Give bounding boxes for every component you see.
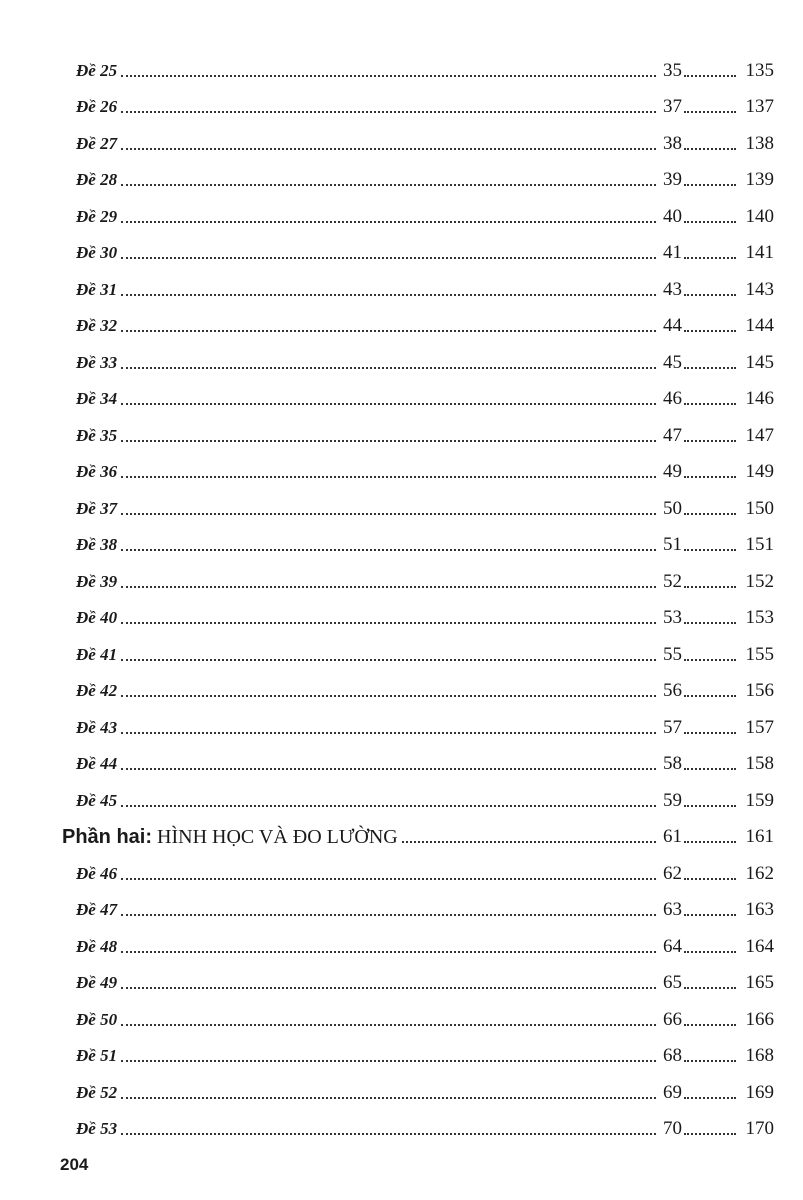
dot-leader [684,987,736,989]
entry-label: Đề 45 [76,790,118,810]
dot-leader [121,732,656,734]
toc-entry[interactable] [62,628,774,665]
answer-page: 149 [745,461,774,482]
exercise-page: 61 [663,826,682,847]
answer-page: 156 [745,680,774,701]
entry-label: Đề 33 [76,352,118,372]
dot-leader [121,148,656,150]
entry-label: Đề 43 [76,717,118,737]
dot-leader [121,403,656,405]
dot-leader [121,257,656,259]
toc-entry[interactable] [62,592,774,629]
exercise-page: 46 [663,388,682,409]
dot-leader [121,440,656,442]
dot-leader [684,1097,736,1099]
toc-entry[interactable] [62,957,774,994]
toc-entry[interactable] [62,336,774,373]
toc-entry[interactable] [62,884,774,921]
answer-page: 138 [745,132,774,154]
dot-leader [121,1133,656,1135]
dot-leader [121,659,656,661]
dot-leader [684,1060,736,1062]
part-title: HÌNH HỌC VÀ ĐO LƯỜNG [152,826,398,848]
entry-label: Đề 52 [76,1082,118,1102]
exercise-page: 57 [663,716,682,738]
entry-label: Đề 37 [76,498,118,518]
answer-page: 141 [745,242,774,263]
exercise-page: 56 [663,680,682,701]
dot-leader [684,914,736,916]
entry-label: Đề 48 [76,936,118,956]
answer-page: 155 [745,643,774,665]
entry-label: Đề 50 [76,1009,118,1029]
dot-leader [684,148,736,150]
answer-page: 135 [745,59,774,81]
dot-leader [684,513,736,515]
toc-entry[interactable] [62,154,774,191]
answer-page: 143 [745,278,774,300]
entry-label [62,827,398,847]
exercise-page: 66 [663,1008,682,1030]
exercise-page: 39 [663,169,682,190]
dot-leader [684,659,736,661]
toc-entry[interactable] [62,847,774,884]
entry-label: Đề 28 [76,170,118,189]
entry-label: Đề 36 [76,462,118,481]
entry-label: Đề 27 [76,133,118,153]
toc-entry[interactable] [62,665,774,702]
answer-page: 161 [745,826,774,847]
entry-label: Đề 32 [76,316,118,335]
answer-page: 151 [745,534,774,555]
toc-entry[interactable] [62,190,774,227]
answer-page: 165 [745,972,774,993]
entry-label: Đề 53 [76,1119,118,1138]
dot-leader [121,695,656,697]
toc-entry[interactable] [62,555,774,592]
dot-leader [684,622,736,624]
answer-page: 140 [745,205,774,227]
dot-leader [121,951,656,953]
toc-entry[interactable] [62,1066,774,1103]
toc-entry[interactable] [62,1103,774,1140]
dot-leader [121,987,656,989]
exercise-page: 59 [663,789,682,811]
dot-leader [684,805,736,807]
dot-leader [121,184,656,186]
exercise-page: 55 [663,643,682,665]
dot-leader [684,257,736,259]
part-prefix: Phần hai: [62,826,153,848]
dot-leader [121,367,656,369]
entry-label: Đề 38 [76,535,118,554]
dot-leader [684,878,736,880]
answer-page: 166 [745,1008,774,1030]
exercise-page: 35 [663,59,682,81]
dot-leader [684,75,736,77]
exercise-page: 43 [663,278,682,300]
dot-leader [684,951,736,953]
part-heading-row[interactable] [62,811,774,848]
toc-entry[interactable] [62,1030,774,1067]
dot-leader [684,111,736,113]
exercise-page: 52 [663,570,682,592]
toc-entry[interactable] [62,373,774,410]
toc-entry[interactable] [62,993,774,1030]
answer-page: 137 [745,96,774,117]
entry-label: Đề 31 [76,279,118,299]
answer-page: 163 [745,899,774,920]
entry-label: Đề 29 [76,206,118,226]
entry-label: Đề 51 [76,1046,118,1065]
exercise-page: 69 [663,1081,682,1103]
exercise-page: 63 [663,899,682,920]
dot-leader [684,768,736,770]
dot-leader [684,586,736,588]
dot-leader [121,75,656,77]
exercise-page: 51 [663,534,682,555]
dot-leader [684,184,736,186]
exercise-page: 47 [663,424,682,446]
answer-page: 159 [745,789,774,811]
toc-entry[interactable] [62,409,774,446]
dot-leader [684,367,736,369]
entry-label: Đề 40 [76,608,118,627]
entry-label: Đề 46 [76,863,118,883]
answer-page: 169 [745,1081,774,1103]
answer-page: 147 [745,424,774,446]
toc-entry[interactable] [62,227,774,264]
dot-leader [121,111,656,113]
answer-page: 152 [745,570,774,592]
answer-page: 164 [745,935,774,957]
answer-page: 162 [745,862,774,884]
exercise-page: 44 [663,315,682,336]
toc-entry[interactable] [62,920,774,957]
toc-entry[interactable] [62,117,774,154]
dot-leader [684,476,736,478]
exercise-page: 45 [663,351,682,373]
dot-leader [121,768,656,770]
dot-leader [121,1024,656,1026]
answer-page: 146 [745,388,774,409]
dot-leader [121,805,656,807]
toc-entry[interactable] [62,701,774,738]
exercise-page: 49 [663,461,682,482]
dot-leader [402,841,656,843]
dot-leader [121,622,656,624]
dot-leader [684,1133,736,1135]
dot-leader [121,513,656,515]
exercise-page: 70 [663,1118,682,1139]
toc-entry[interactable] [62,263,774,300]
entry-label: Đề 42 [76,681,118,700]
answer-page: 145 [745,351,774,373]
dot-leader [121,476,656,478]
exercise-page: 62 [663,862,682,884]
answer-page: 170 [745,1118,774,1139]
entry-label: Đề 39 [76,571,118,591]
exercise-page: 38 [663,132,682,154]
dot-leader [684,841,736,843]
table-of-contents [62,44,774,1139]
dot-leader [684,294,736,296]
toc-entry[interactable] [62,300,774,337]
dot-leader [121,221,656,223]
exercise-page: 40 [663,205,682,227]
toc-entry[interactable] [62,519,774,556]
entry-label: Đề 25 [76,60,118,80]
page-number: 204 [60,1155,89,1174]
answer-page: 153 [745,607,774,628]
toc-entry[interactable] [62,774,774,811]
answer-page: 158 [745,753,774,774]
dot-leader [121,878,656,880]
dot-leader [121,914,656,916]
toc-entry[interactable] [62,44,774,81]
toc-entry[interactable] [62,482,774,519]
dot-leader [121,294,656,296]
dot-leader [121,549,656,551]
dot-leader [684,695,736,697]
toc-entry[interactable] [62,81,774,118]
exercise-page: 41 [663,242,682,263]
dot-leader [121,330,656,332]
entry-label: Đề 44 [76,754,118,773]
toc-entry[interactable] [62,738,774,775]
dot-leader [684,221,736,223]
answer-page: 139 [745,169,774,190]
dot-leader [684,549,736,551]
answer-page: 168 [745,1045,774,1066]
dot-leader [121,1060,656,1062]
entry-label: Đề 30 [76,243,118,262]
entry-label: Đề 34 [76,389,118,408]
exercise-page: 65 [663,972,682,993]
exercise-page: 68 [663,1045,682,1066]
exercise-page: 64 [663,935,682,957]
exercise-page: 58 [663,753,682,774]
answer-page: 157 [745,716,774,738]
answer-page: 144 [745,315,774,336]
dot-leader [684,732,736,734]
entry-label: Đề 35 [76,425,118,445]
entry-label: Đề 47 [76,900,118,919]
entry-label: Đề 26 [76,97,118,116]
dot-leader [121,586,656,588]
exercise-page: 50 [663,497,682,519]
exercise-page: 37 [663,96,682,117]
dot-leader [684,403,736,405]
dot-leader [684,1024,736,1026]
toc-entry[interactable] [62,446,774,483]
exercise-page: 53 [663,607,682,628]
dot-leader [121,1097,656,1099]
entry-label: Đề 49 [76,973,118,992]
dot-leader [684,330,736,332]
entry-label: Đề 41 [76,644,118,664]
dot-leader [684,440,736,442]
answer-page: 150 [745,497,774,519]
